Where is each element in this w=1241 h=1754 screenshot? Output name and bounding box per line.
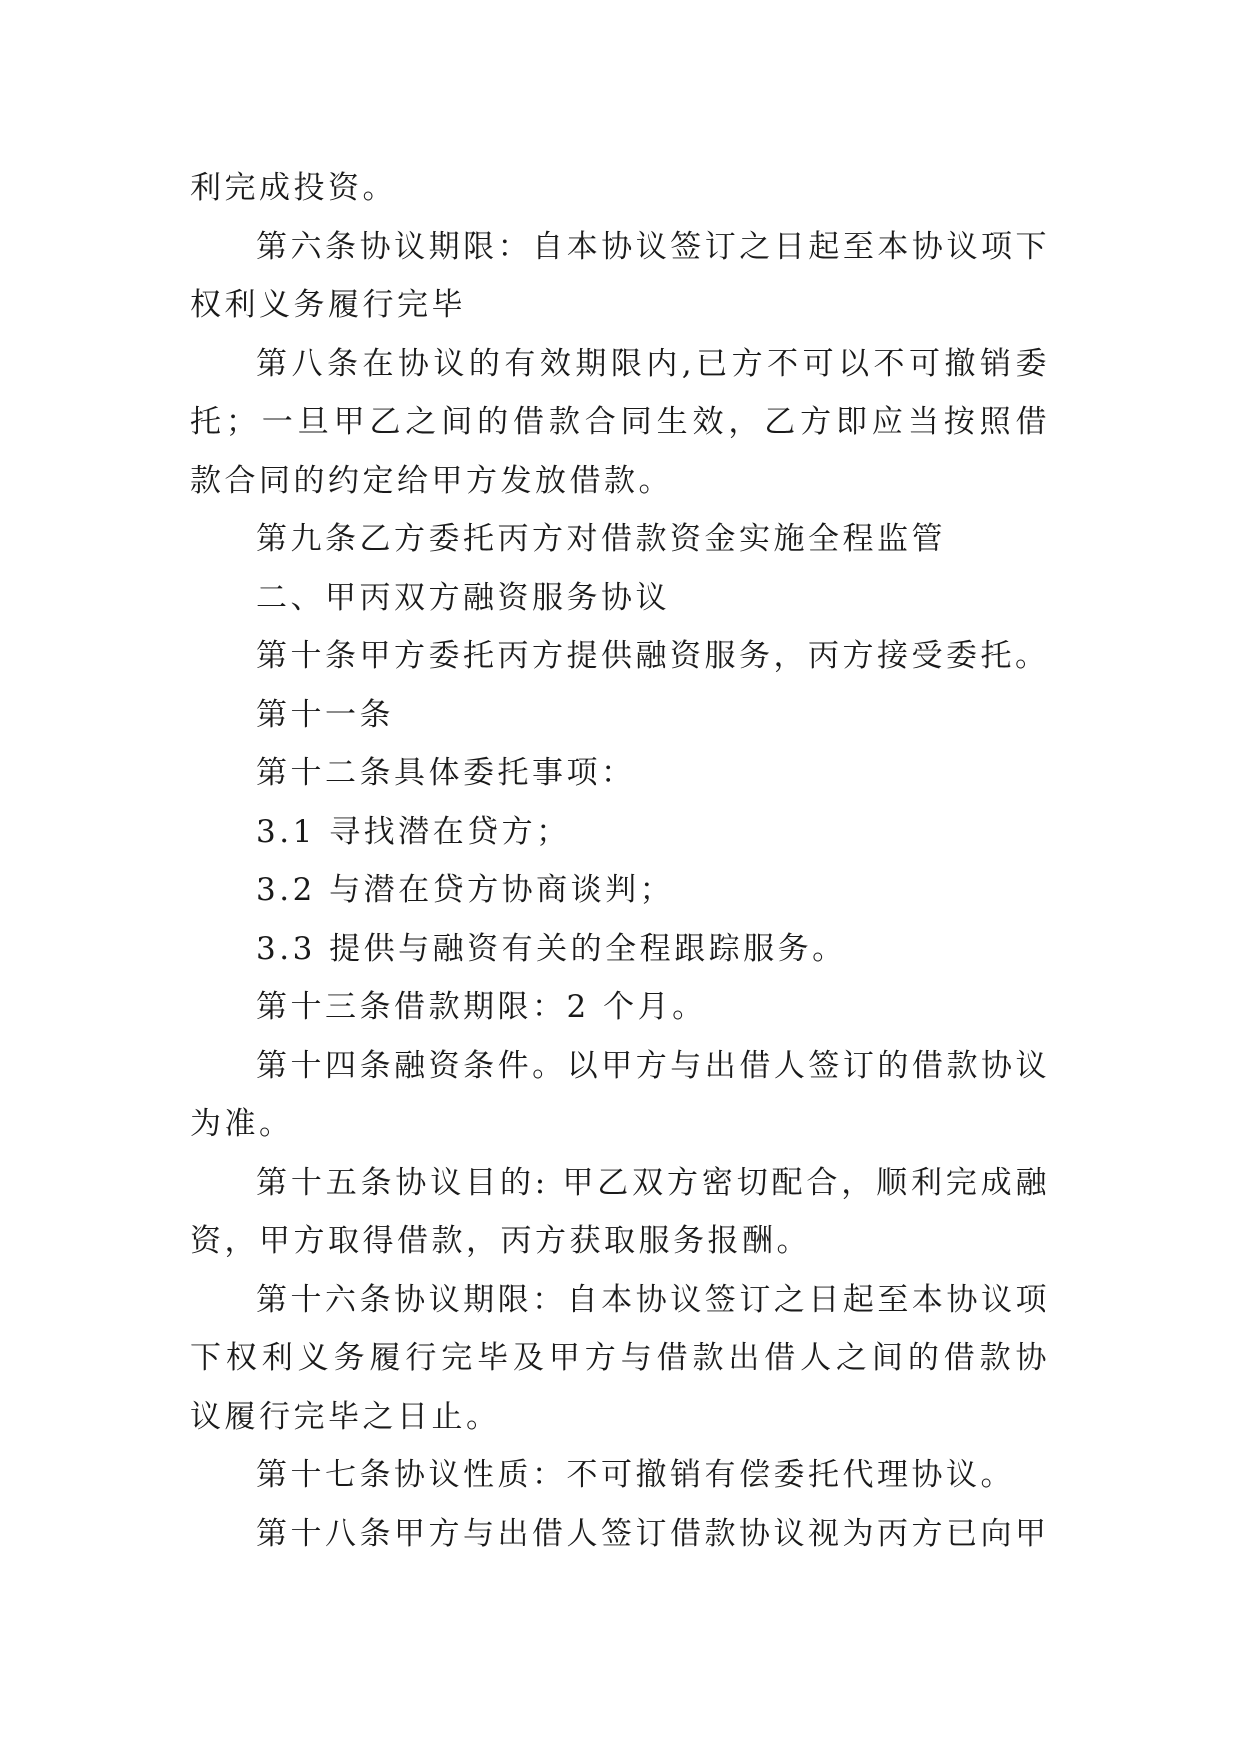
section-heading: 二、甲丙双方融资服务协议 (256, 579, 670, 616)
document-body (190, 159, 1050, 1563)
paragraph: 第十八条甲方与出借人签订借款协议视为丙方已向甲 (256, 1515, 1050, 1552)
paragraph: 第十四条融资条件。以甲方与出借人签订的借款协议为准。 (190, 1047, 1050, 1142)
list-item: 3.3 提供与融资有关的全程跟踪服务。 (256, 930, 847, 967)
list-item: 3.2 与潜在贷方协商谈判； (256, 872, 675, 908)
paragraph: 第十五条协议目的: 甲乙双方密切配合，顺利完成融资，甲方取得借款，丙方获取服务报酬。 (190, 1164, 1050, 1259)
paragraph: 第八条在协议的有效期限内,已方不可以不可撤销委托；一旦甲乙之间的借款合同生效，乙方即应当按照借款合同的约定给甲方发放借款。 (190, 345, 1050, 499)
paragraph: 第十二条具体委托事项： (256, 755, 636, 791)
paragraph: 第九条乙方委托丙方对借款资金实施全程监管 (256, 521, 946, 557)
paragraph: 第六条协议期限：自本协议签订之日起至本协议项下权利义务履行完毕 (190, 228, 1050, 323)
paragraph: 利完成投资。 (190, 170, 397, 206)
paragraph: 第十六条协议期限：自本协议签订之日起至本协议项下权利义务履行完毕及甲方与借款出借人之间的借款协议履行完毕之日止。 (190, 1281, 1050, 1435)
paragraph: 第十条甲方委托丙方提供融资服务，丙方接受委托。 (256, 638, 1050, 674)
paragraph: 第十三条借款期限：2 个月。 (256, 989, 707, 1025)
list-item: 3.1 寻找潜在贷方； (256, 813, 571, 850)
paragraph: 第十七条协议性质：不可撤销有偿委托代理协议。 (256, 1457, 1015, 1493)
paragraph: 第十一条 (256, 696, 394, 733)
